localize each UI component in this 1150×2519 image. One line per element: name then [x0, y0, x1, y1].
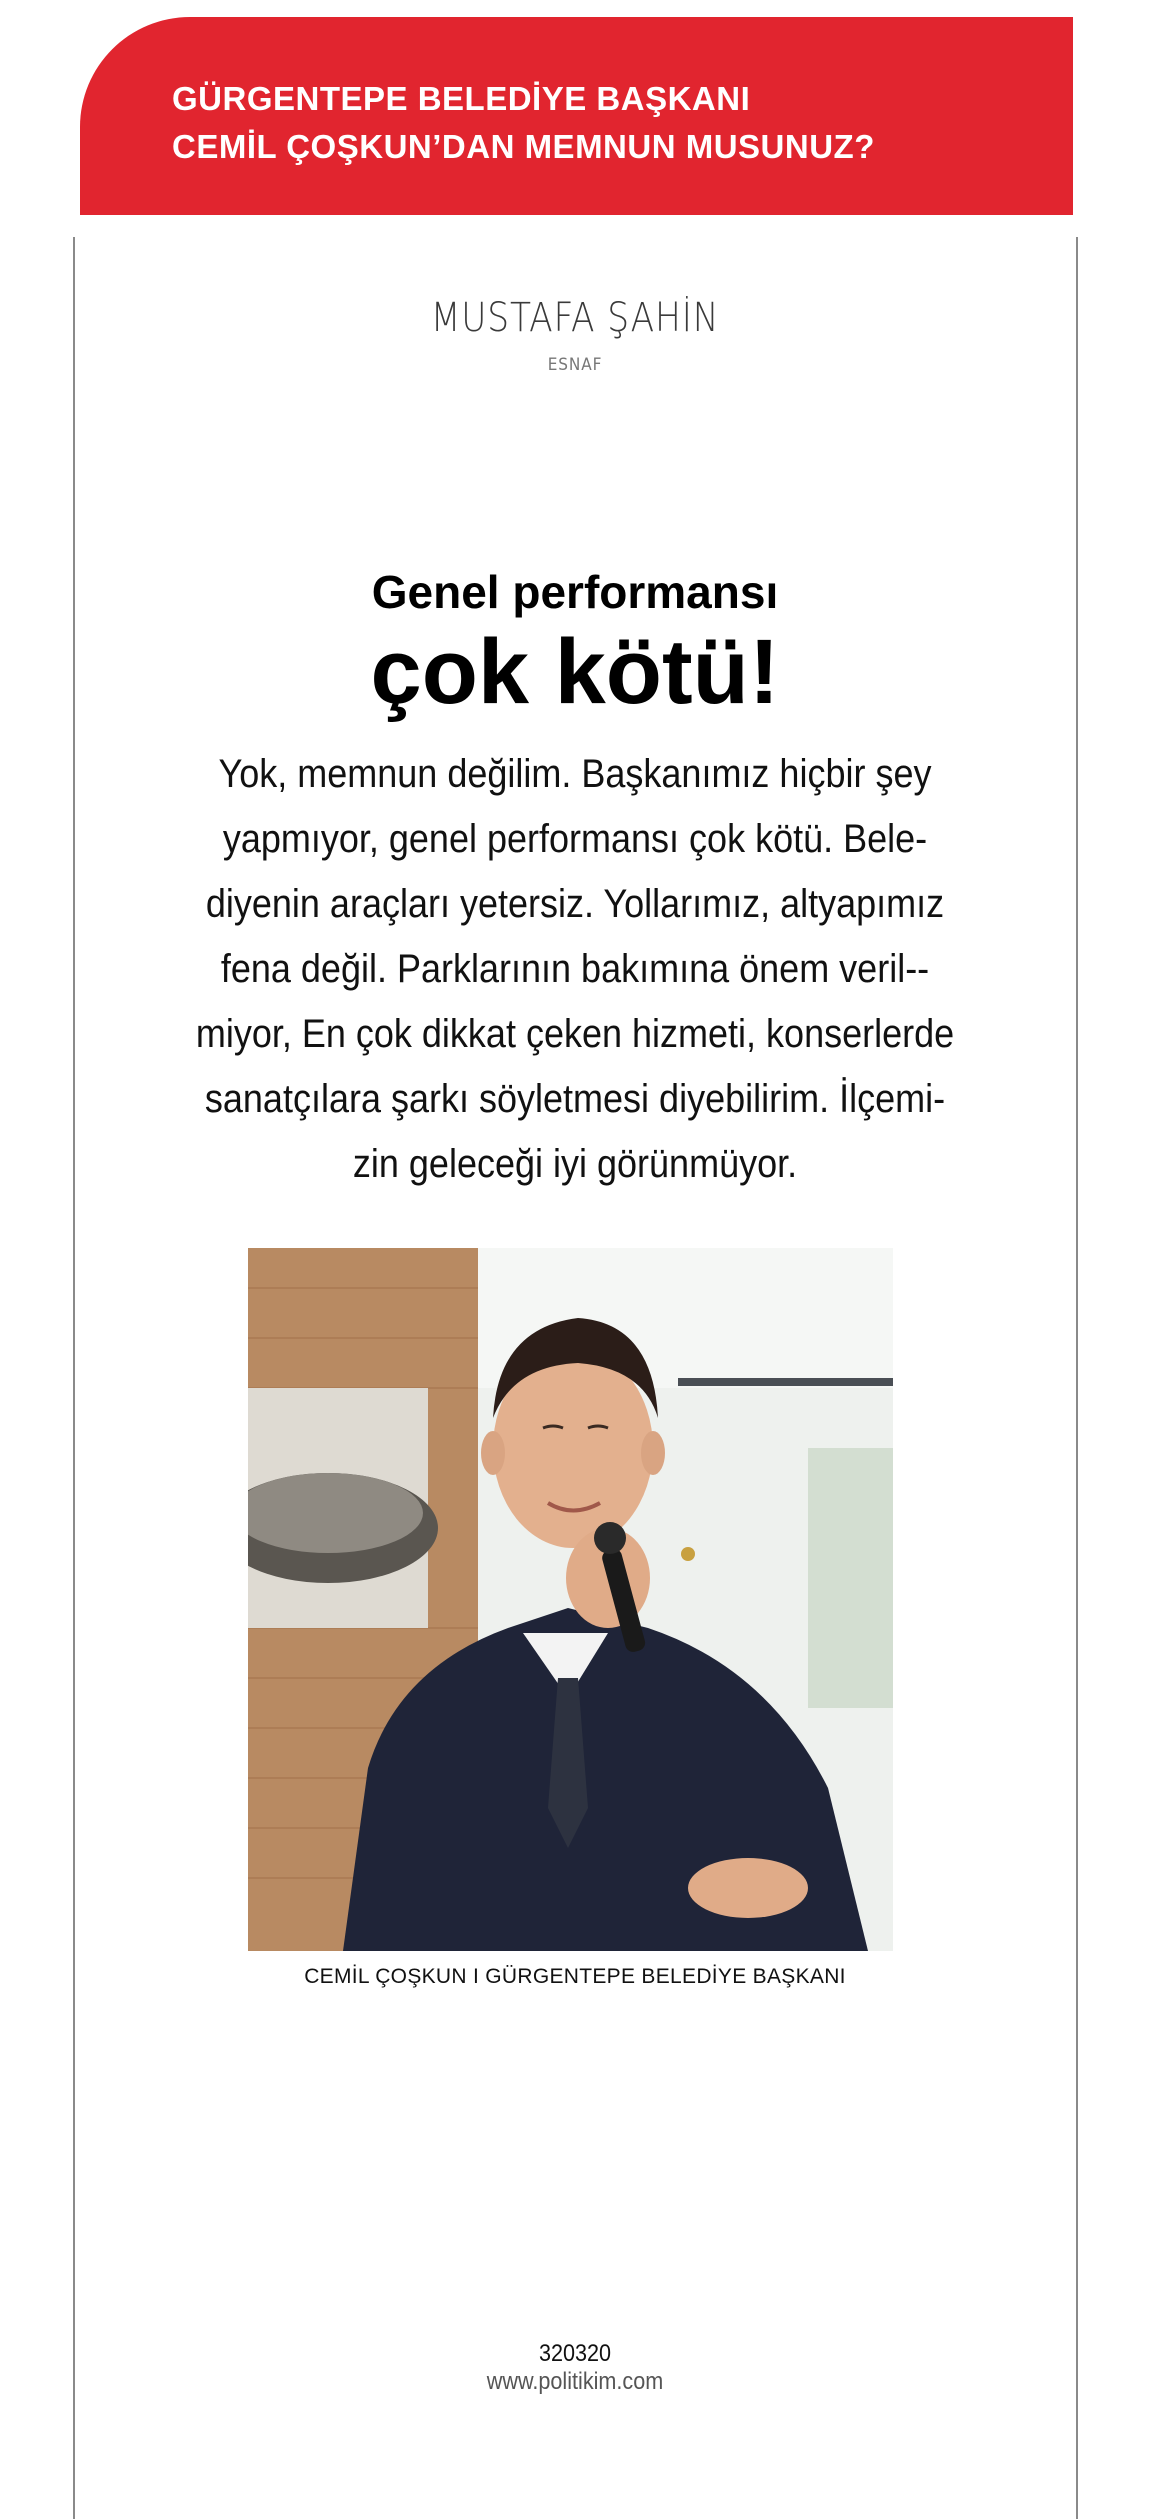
- quote-line: miyor, En çok dikkat çeken hizmeti, konserlerde: [195, 1012, 955, 1056]
- mayor-photo: [248, 1248, 893, 1951]
- quote-line: diyenin araçları yetersiz. Yollarımız, altyapımız: [205, 882, 945, 926]
- footer-website: www.politikim.com: [486, 2368, 664, 2395]
- respondent-role: ESNAF: [547, 355, 603, 375]
- quote-line: sanatçılara şarkı söyletmesi diyebilirim. İlçemi-: [204, 1077, 946, 1121]
- quote-line: fena değil. Parklarının bakımına önem veril--: [220, 947, 930, 991]
- quote-line: yapmıyor, genel performansı çok kötü. Bele-: [222, 817, 928, 861]
- photo-caption: CEMİL ÇOŞKUN I GÜRGENTEPE BELEDİYE BAŞKANI: [304, 1965, 846, 1988]
- header-title-line-2: CEMİL ÇOŞKUN’DAN MEMNUN MUSUNUZ?: [172, 128, 875, 165]
- mayor-photo-illustration: [248, 1248, 893, 1951]
- quote-line: Yok, memnun değilim. Başkanımız hiçbir şey: [218, 752, 932, 796]
- headline-title: çok kötü!: [370, 621, 780, 723]
- header-banner: [80, 17, 1073, 215]
- respondent-name: MUSTAFA ŞAHİN: [430, 295, 720, 341]
- header-title-line-1: GÜRGENTEPE BELEDİYE BAŞKANI: [172, 80, 751, 117]
- headline-subtitle: Genel performansı: [371, 566, 779, 618]
- quote-line: zin geleceği iyi görünmüyor.: [352, 1142, 798, 1186]
- footer-code: 320320: [538, 2340, 612, 2367]
- quote-body: [150, 742, 1000, 1197]
